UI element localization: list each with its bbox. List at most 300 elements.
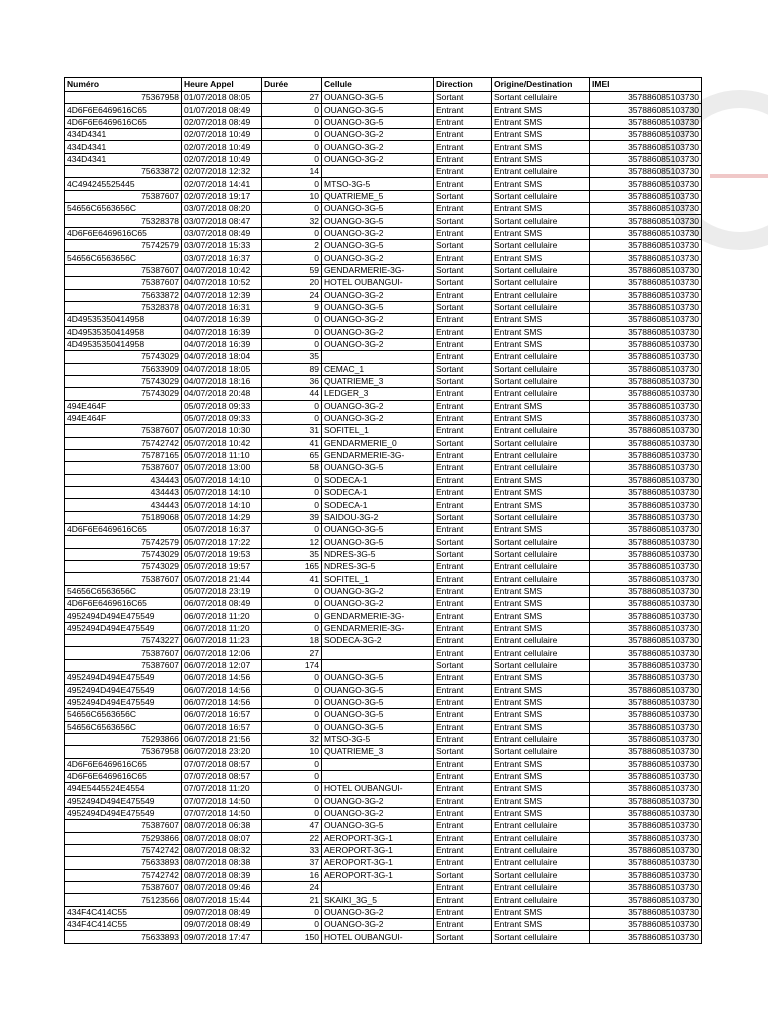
direction-cell: Sortant: [434, 437, 492, 449]
table-row: [65, 931, 702, 943]
imei-cell: 357886085103730: [590, 659, 702, 671]
imei-cell: 357886085103730: [590, 116, 702, 128]
direction-cell: Entrant: [434, 721, 492, 733]
heure-appel-cell: 04/07/2018 10:42: [182, 264, 262, 276]
imei-cell: 357886085103730: [590, 610, 702, 622]
cellule-cell: [322, 647, 434, 659]
duree-cell: 0: [262, 141, 322, 153]
duree-cell: 41: [262, 437, 322, 449]
direction-cell: Entrant: [434, 919, 492, 931]
cellule-cell: OUANGO-3G-2: [322, 338, 434, 350]
origine-destination-cell: Entrant SMS: [492, 178, 590, 190]
cellule-cell: MTSO-3G-5: [322, 178, 434, 190]
imei-cell: 357886085103730: [590, 264, 702, 276]
cellule-cell: OUANGO-3G-5: [322, 696, 434, 708]
imei-cell: 357886085103730: [590, 215, 702, 227]
heure-appel-cell: 07/07/2018 14:50: [182, 795, 262, 807]
heure-appel-cell: 05/07/2018 14:10: [182, 487, 262, 499]
direction-cell: Entrant: [434, 672, 492, 684]
duree-cell: 0: [262, 696, 322, 708]
direction-cell: Entrant: [434, 141, 492, 153]
col-header-numero: Numéro: [65, 78, 182, 92]
direction-cell: Entrant: [434, 807, 492, 819]
cellule-cell: SKAIKI_3G_5: [322, 894, 434, 906]
direction-cell: Entrant: [434, 338, 492, 350]
imei-cell: 357886085103730: [590, 141, 702, 153]
heure-appel-cell: 05/07/2018 09:33: [182, 412, 262, 424]
cellule-cell: AEROPORT-3G-1: [322, 844, 434, 856]
origine-destination-cell: Entrant SMS: [492, 585, 590, 597]
imei-cell: 357886085103730: [590, 190, 702, 202]
imei-cell: 357886085103730: [590, 635, 702, 647]
direction-cell: Entrant: [434, 882, 492, 894]
cellule-cell: SOFITEL_1: [322, 425, 434, 437]
heure-appel-cell: 06/07/2018 23:20: [182, 746, 262, 758]
heure-appel-cell: 09/07/2018 17:47: [182, 931, 262, 943]
origine-destination-cell: Entrant SMS: [492, 203, 590, 215]
origine-destination-cell: Entrant SMS: [492, 770, 590, 782]
origine-destination-cell: Entrant cellulaire: [492, 857, 590, 869]
heure-appel-cell: 06/07/2018 12:07: [182, 659, 262, 671]
imei-cell: 357886085103730: [590, 178, 702, 190]
table-row: [65, 684, 702, 696]
numero-cell: 434D4341: [65, 141, 182, 153]
numero-cell: 434F4C414C55: [65, 906, 182, 918]
duree-cell: 27: [262, 92, 322, 104]
direction-cell: Entrant: [434, 647, 492, 659]
heure-appel-cell: 04/07/2018 16:39: [182, 326, 262, 338]
direction-cell: Entrant: [434, 227, 492, 239]
numero-cell: 4D49535350414958: [65, 326, 182, 338]
origine-destination-cell: Entrant SMS: [492, 721, 590, 733]
heure-appel-cell: 04/07/2018 18:05: [182, 363, 262, 375]
imei-cell: 357886085103730: [590, 820, 702, 832]
imei-cell: 357886085103730: [590, 672, 702, 684]
origine-destination-cell: Entrant cellulaire: [492, 166, 590, 178]
table-row: [65, 573, 702, 585]
duree-cell: 0: [262, 758, 322, 770]
cellule-cell: OUANGO-3G-2: [322, 289, 434, 301]
origine-destination-cell: Entrant SMS: [492, 622, 590, 634]
heure-appel-cell: 04/07/2018 16:39: [182, 338, 262, 350]
heure-appel-cell: 06/07/2018 16:57: [182, 721, 262, 733]
cellule-cell: OUANGO-3G-2: [322, 227, 434, 239]
numero-cell: 54656C6563656C: [65, 252, 182, 264]
numero-cell: 4952494D494E475549: [65, 795, 182, 807]
direction-cell: Entrant: [434, 129, 492, 141]
origine-destination-cell: Entrant SMS: [492, 524, 590, 536]
table-row: [65, 178, 702, 190]
numero-cell: 75387607: [65, 425, 182, 437]
origine-destination-cell: Entrant cellulaire: [492, 820, 590, 832]
imei-cell: 357886085103730: [590, 585, 702, 597]
direction-cell: Entrant: [434, 474, 492, 486]
numero-cell: 75328378: [65, 215, 182, 227]
cellule-cell: OUANGO-3G-2: [322, 153, 434, 165]
numero-cell: 75123566: [65, 894, 182, 906]
origine-destination-cell: Sortant cellulaire: [492, 190, 590, 202]
heure-appel-cell: 08/07/2018 08:39: [182, 869, 262, 881]
numero-cell: 75742742: [65, 437, 182, 449]
imei-cell: 357886085103730: [590, 487, 702, 499]
heure-appel-cell: 04/07/2018 18:04: [182, 351, 262, 363]
heure-appel-cell: 02/07/2018 10:49: [182, 153, 262, 165]
heure-appel-cell: 03/07/2018 16:37: [182, 252, 262, 264]
direction-cell: Sortant: [434, 511, 492, 523]
duree-cell: 14: [262, 166, 322, 178]
table-row: [65, 129, 702, 141]
table-row: [65, 264, 702, 276]
numero-cell: 75387607: [65, 882, 182, 894]
numero-cell: 75743227: [65, 635, 182, 647]
table-row: [65, 227, 702, 239]
cellule-cell: OUANGO-3G-5: [322, 721, 434, 733]
origine-destination-cell: Entrant cellulaire: [492, 894, 590, 906]
imei-cell: 357886085103730: [590, 919, 702, 931]
numero-cell: 75742742: [65, 844, 182, 856]
duree-cell: 0: [262, 203, 322, 215]
duree-cell: 36: [262, 375, 322, 387]
heure-appel-cell: 08/07/2018 08:07: [182, 832, 262, 844]
heure-appel-cell: 08/07/2018 08:32: [182, 844, 262, 856]
imei-cell: 357886085103730: [590, 857, 702, 869]
table-row: [65, 598, 702, 610]
heure-appel-cell: 06/07/2018 16:57: [182, 709, 262, 721]
table-row: [65, 301, 702, 313]
table-row: [65, 487, 702, 499]
duree-cell: 24: [262, 289, 322, 301]
heure-appel-cell: 07/07/2018 14:50: [182, 807, 262, 819]
cellule-cell: SAIDOU-3G-2: [322, 511, 434, 523]
direction-cell: Entrant: [434, 178, 492, 190]
heure-appel-cell: 05/07/2018 13:00: [182, 462, 262, 474]
cellule-cell: GENDARMERIE-3G-: [322, 264, 434, 276]
imei-cell: 357886085103730: [590, 511, 702, 523]
numero-cell: 54656C6563656C: [65, 585, 182, 597]
imei-cell: 357886085103730: [590, 832, 702, 844]
duree-cell: 150: [262, 931, 322, 943]
heure-appel-cell: 08/07/2018 15:44: [182, 894, 262, 906]
duree-cell: 0: [262, 807, 322, 819]
table-row: [65, 832, 702, 844]
table-row: [65, 400, 702, 412]
table-row: [65, 733, 702, 745]
duree-cell: 10: [262, 746, 322, 758]
numero-cell: 434443: [65, 487, 182, 499]
direction-cell: Entrant: [434, 758, 492, 770]
numero-cell: 4952494D494E475549: [65, 696, 182, 708]
origine-destination-cell: Sortant cellulaire: [492, 548, 590, 560]
heure-appel-cell: 05/07/2018 09:33: [182, 400, 262, 412]
direction-cell: Entrant: [434, 820, 492, 832]
duree-cell: 0: [262, 610, 322, 622]
direction-cell: Sortant: [434, 264, 492, 276]
origine-destination-cell: Entrant cellulaire: [492, 561, 590, 573]
duree-cell: 16: [262, 869, 322, 881]
origine-destination-cell: Entrant SMS: [492, 412, 590, 424]
heure-appel-cell: 03/07/2018 08:47: [182, 215, 262, 227]
numero-cell: 75633893: [65, 857, 182, 869]
numero-cell: 75633872: [65, 289, 182, 301]
cellule-cell: GENDARMERIE_0: [322, 437, 434, 449]
heure-appel-cell: 07/07/2018 08:57: [182, 758, 262, 770]
col-header-cellule: Cellule: [322, 78, 434, 92]
cellule-cell: OUANGO-3G-5: [322, 536, 434, 548]
numero-cell: 4C494245525445: [65, 178, 182, 190]
direction-cell: Sortant: [434, 277, 492, 289]
duree-cell: 0: [262, 524, 322, 536]
duree-cell: 44: [262, 388, 322, 400]
numero-cell: 75633909: [65, 363, 182, 375]
heure-appel-cell: 05/07/2018 14:29: [182, 511, 262, 523]
origine-destination-cell: Entrant cellulaire: [492, 425, 590, 437]
direction-cell: Entrant: [434, 770, 492, 782]
cellule-cell: HOTEL OUBANGUI-: [322, 783, 434, 795]
heure-appel-cell: 05/07/2018 19:53: [182, 548, 262, 560]
origine-destination-cell: Entrant SMS: [492, 338, 590, 350]
duree-cell: 31: [262, 425, 322, 437]
heure-appel-cell: 02/07/2018 10:49: [182, 129, 262, 141]
cellule-cell: AEROPORT-3G-1: [322, 857, 434, 869]
duree-cell: 0: [262, 474, 322, 486]
table-row: [65, 635, 702, 647]
heure-appel-cell: 01/07/2018 08:05: [182, 92, 262, 104]
imei-cell: 357886085103730: [590, 338, 702, 350]
imei-cell: 357886085103730: [590, 351, 702, 363]
heure-appel-cell: 07/07/2018 11:20: [182, 783, 262, 795]
origine-destination-cell: Entrant cellulaire: [492, 388, 590, 400]
imei-cell: 357886085103730: [590, 894, 702, 906]
heure-appel-cell: 04/07/2018 16:39: [182, 314, 262, 326]
cellule-cell: OUANGO-3G-5: [322, 462, 434, 474]
imei-cell: 357886085103730: [590, 721, 702, 733]
heure-appel-cell: 05/07/2018 21:44: [182, 573, 262, 585]
direction-cell: Entrant: [434, 598, 492, 610]
numero-cell: 4D6F6E6469616C65: [65, 770, 182, 782]
table-row: [65, 203, 702, 215]
direction-cell: Entrant: [434, 696, 492, 708]
table-row: [65, 807, 702, 819]
origine-destination-cell: Entrant SMS: [492, 141, 590, 153]
table-row: [65, 746, 702, 758]
heure-appel-cell: 05/07/2018 23:19: [182, 585, 262, 597]
imei-cell: 357886085103730: [590, 931, 702, 943]
table-row: [65, 240, 702, 252]
table-row: [65, 375, 702, 387]
direction-cell: Entrant: [434, 610, 492, 622]
cellule-cell: OUANGO-3G-5: [322, 92, 434, 104]
table-row: [65, 412, 702, 424]
imei-cell: 357886085103730: [590, 166, 702, 178]
direction-cell: Entrant: [434, 487, 492, 499]
direction-cell: Entrant: [434, 449, 492, 461]
duree-cell: 0: [262, 178, 322, 190]
direction-cell: Entrant: [434, 351, 492, 363]
numero-cell: 434D4341: [65, 153, 182, 165]
heure-appel-cell: 08/07/2018 09:46: [182, 882, 262, 894]
cellule-cell: GENDARMERIE-3G-: [322, 622, 434, 634]
duree-cell: 0: [262, 672, 322, 684]
direction-cell: Sortant: [434, 869, 492, 881]
direction-cell: Entrant: [434, 153, 492, 165]
duree-cell: 0: [262, 104, 322, 116]
cellule-cell: [322, 659, 434, 671]
origine-destination-cell: Entrant cellulaire: [492, 449, 590, 461]
imei-cell: 357886085103730: [590, 844, 702, 856]
heure-appel-cell: 04/07/2018 12:39: [182, 289, 262, 301]
duree-cell: 0: [262, 795, 322, 807]
table-row: [65, 647, 702, 659]
table-row: [65, 252, 702, 264]
numero-cell: 75387607: [65, 573, 182, 585]
direction-cell: Entrant: [434, 314, 492, 326]
duree-cell: 0: [262, 116, 322, 128]
table-row: [65, 869, 702, 881]
imei-cell: 357886085103730: [590, 412, 702, 424]
table-row: [65, 326, 702, 338]
imei-cell: 357886085103730: [590, 240, 702, 252]
direction-cell: Entrant: [434, 326, 492, 338]
origine-destination-cell: Entrant cellulaire: [492, 647, 590, 659]
table-row: [65, 696, 702, 708]
imei-cell: 357886085103730: [590, 104, 702, 116]
duree-cell: 0: [262, 721, 322, 733]
table-row: [65, 116, 702, 128]
imei-cell: 357886085103730: [590, 437, 702, 449]
imei-cell: 357886085103730: [590, 807, 702, 819]
duree-cell: 0: [262, 499, 322, 511]
cellule-cell: [322, 882, 434, 894]
cellule-cell: HOTEL OUBANGUI-: [322, 277, 434, 289]
table-row: [65, 104, 702, 116]
imei-cell: 357886085103730: [590, 548, 702, 560]
direction-cell: Entrant: [434, 524, 492, 536]
cellule-cell: OUANGO-3G-5: [322, 684, 434, 696]
heure-appel-cell: 06/07/2018 14:56: [182, 672, 262, 684]
table-row: [65, 906, 702, 918]
table-row: [65, 709, 702, 721]
origine-destination-cell: Sortant cellulaire: [492, 375, 590, 387]
numero-cell: 75387607: [65, 190, 182, 202]
table-row: [65, 844, 702, 856]
duree-cell: 39: [262, 511, 322, 523]
numero-cell: 4D6F6E6469616C65: [65, 524, 182, 536]
table-row: [65, 425, 702, 437]
duree-cell: 59: [262, 264, 322, 276]
duree-cell: 21: [262, 894, 322, 906]
duree-cell: 0: [262, 684, 322, 696]
imei-cell: 357886085103730: [590, 425, 702, 437]
origine-destination-cell: Entrant SMS: [492, 314, 590, 326]
numero-cell: 75328378: [65, 301, 182, 313]
imei-cell: 357886085103730: [590, 684, 702, 696]
table-row: [65, 622, 702, 634]
table-row: [65, 388, 702, 400]
imei-cell: 357886085103730: [590, 783, 702, 795]
imei-cell: 357886085103730: [590, 474, 702, 486]
direction-cell: Entrant: [434, 104, 492, 116]
table-row: [65, 363, 702, 375]
direction-cell: Entrant: [434, 166, 492, 178]
imei-cell: 357886085103730: [590, 462, 702, 474]
direction-cell: Entrant: [434, 795, 492, 807]
imei-cell: 357886085103730: [590, 869, 702, 881]
duree-cell: 2: [262, 240, 322, 252]
table-row: [65, 894, 702, 906]
imei-cell: 357886085103730: [590, 449, 702, 461]
table-row: [65, 190, 702, 202]
numero-cell: 4D6F6E6469616C65: [65, 104, 182, 116]
cellule-cell: MTSO-3G-5: [322, 733, 434, 745]
numero-cell: 75633893: [65, 931, 182, 943]
origine-destination-cell: Sortant cellulaire: [492, 301, 590, 313]
cellule-cell: OUANGO-3G-5: [322, 820, 434, 832]
heure-appel-cell: 03/07/2018 15:33: [182, 240, 262, 252]
cellule-cell: OUANGO-3G-5: [322, 104, 434, 116]
duree-cell: 0: [262, 585, 322, 597]
table-row: [65, 511, 702, 523]
cellule-cell: [322, 166, 434, 178]
direction-cell: Sortant: [434, 659, 492, 671]
origine-destination-cell: Entrant cellulaire: [492, 844, 590, 856]
imei-cell: 357886085103730: [590, 906, 702, 918]
cellule-cell: OUANGO-3G-2: [322, 412, 434, 424]
cellule-cell: AEROPORT-3G-1: [322, 869, 434, 881]
origine-destination-cell: Entrant cellulaire: [492, 832, 590, 844]
heure-appel-cell: 06/07/2018 11:23: [182, 635, 262, 647]
table-row: [65, 610, 702, 622]
header-row: [65, 78, 702, 92]
numero-cell: 75387607: [65, 820, 182, 832]
numero-cell: 75743029: [65, 351, 182, 363]
origine-destination-cell: Sortant cellulaire: [492, 363, 590, 375]
table-row: [65, 449, 702, 461]
imei-cell: 357886085103730: [590, 770, 702, 782]
cellule-cell: GENDARMERIE-3G-: [322, 610, 434, 622]
direction-cell: Sortant: [434, 190, 492, 202]
imei-cell: 357886085103730: [590, 153, 702, 165]
table-row: [65, 499, 702, 511]
direction-cell: Entrant: [434, 388, 492, 400]
duree-cell: 35: [262, 548, 322, 560]
imei-cell: 357886085103730: [590, 795, 702, 807]
numero-cell: 75743029: [65, 561, 182, 573]
duree-cell: 0: [262, 153, 322, 165]
duree-cell: 35: [262, 351, 322, 363]
origine-destination-cell: Entrant cellulaire: [492, 882, 590, 894]
heure-appel-cell: 05/07/2018 11:10: [182, 449, 262, 461]
heure-appel-cell: 05/07/2018 14:10: [182, 499, 262, 511]
cellule-cell: OUANGO-3G-2: [322, 919, 434, 931]
duree-cell: 10: [262, 190, 322, 202]
duree-cell: 0: [262, 400, 322, 412]
duree-cell: 0: [262, 622, 322, 634]
imei-cell: 357886085103730: [590, 388, 702, 400]
numero-cell: 75387607: [65, 277, 182, 289]
cellule-cell: OUANGO-3G-5: [322, 709, 434, 721]
table-row: [65, 141, 702, 153]
direction-cell: Entrant: [434, 400, 492, 412]
imei-cell: 357886085103730: [590, 92, 702, 104]
imei-cell: 357886085103730: [590, 363, 702, 375]
direction-cell: Entrant: [434, 289, 492, 301]
heure-appel-cell: 06/07/2018 12:06: [182, 647, 262, 659]
cellule-cell: OUANGO-3G-2: [322, 807, 434, 819]
table-row: [65, 289, 702, 301]
table-row: [65, 338, 702, 350]
imei-cell: 357886085103730: [590, 647, 702, 659]
heure-appel-cell: 05/07/2018 14:10: [182, 474, 262, 486]
